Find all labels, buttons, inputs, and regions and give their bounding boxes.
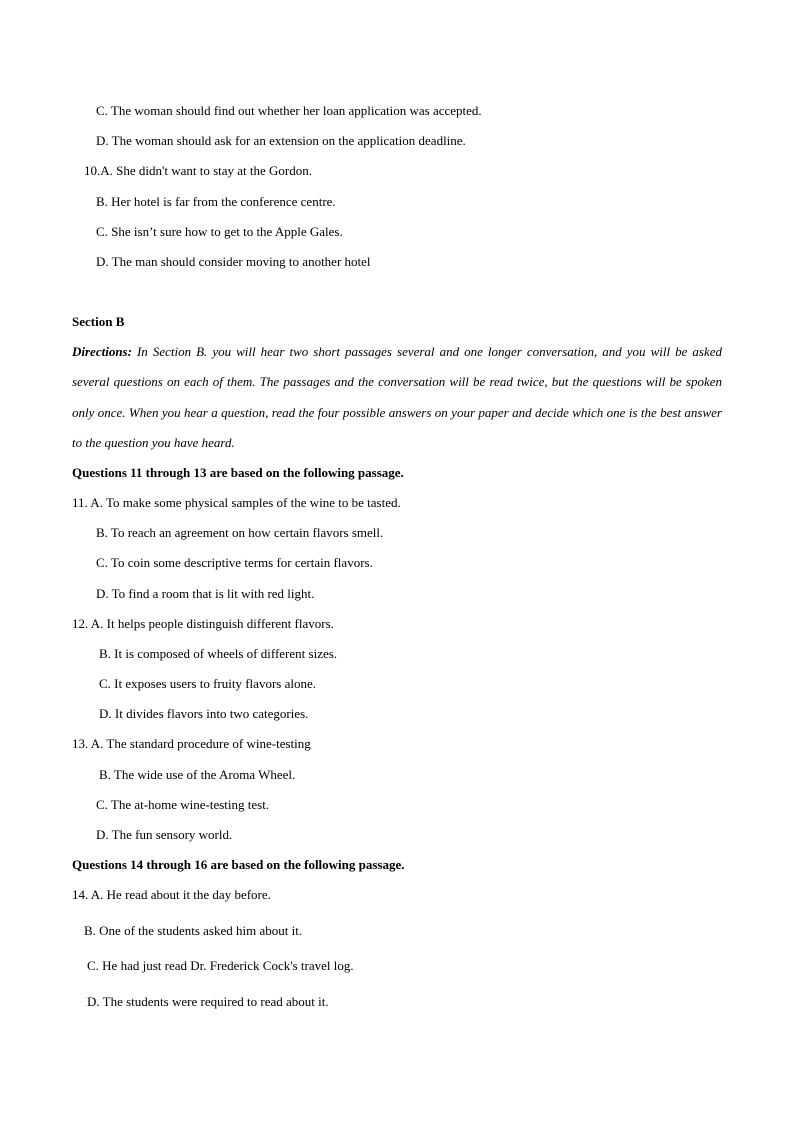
q14-option-d: D. The students were required to read about it. xyxy=(87,994,329,1009)
questions-11-13-heading: Questions 11 through 13 are based on the following passage. xyxy=(72,465,404,480)
directions-text: In Section B. you will hear two short passages several and one longer conversation, and you will be asked several questions on each of them. The passages and the conversation will be read twice, but the questions will be spoken only once. When you hear a question, read the four possible answers on your paper and decide which one is the best answer to the question you have heard. xyxy=(72,344,722,450)
q13-option-a: 13. A. The standard procedure of wine-testing xyxy=(72,736,311,751)
q14-option-b: B. One of the students asked him about it. xyxy=(84,923,303,938)
q11-option-c: C. To coin some descriptive terms for certain flavors. xyxy=(96,555,373,570)
q14-option-c: C. He had just read Dr. Frederick Cock's travel log. xyxy=(87,958,354,973)
q14-option-a: 14. A. He read about it the day before. xyxy=(72,887,271,902)
directions-lead: Directions: xyxy=(72,344,132,359)
q13-option-d: D. The fun sensory world. xyxy=(96,827,233,842)
section-b-title: Section B xyxy=(72,314,125,329)
q10-option-c: C. She isn’t sure how to get to the Apple Gales. xyxy=(96,224,343,239)
q12-option-a: 12. A. It helps people distinguish different flavors. xyxy=(72,616,334,631)
q11-option-d: D. To find a room that is lit with red light. xyxy=(96,586,315,601)
q11-option-b: B. To reach an agreement on how certain flavors smell. xyxy=(96,525,384,540)
section-b-directions xyxy=(72,337,722,458)
q12-option-b: B. It is composed of wheels of different sizes. xyxy=(99,646,338,661)
q13-option-c: C. The at-home wine-testing test. xyxy=(96,797,270,812)
q9-option-d: D. The woman should ask for an extension on the application deadline. xyxy=(96,133,466,148)
q13-option-b: B. The wide use of the Aroma Wheel. xyxy=(99,767,296,782)
q10-option-a: 10.A. She didn't want to stay at the Gordon. xyxy=(84,163,313,178)
questions-14-16-heading: Questions 14 through 16 are based on the following passage. xyxy=(72,857,405,872)
q9-option-c: C. The woman should find out whether her loan application was accepted. xyxy=(96,103,482,118)
q12-option-d: D. It divides flavors into two categories. xyxy=(99,706,309,721)
q10-option-b: B. Her hotel is far from the conference centre. xyxy=(96,194,336,209)
q11-option-a: 11. A. To make some physical samples of the wine to be tasted. xyxy=(72,495,401,510)
q12-option-c: C. It exposes users to fruity flavors alone. xyxy=(99,676,316,691)
q10-option-d: D. The man should consider moving to another hotel xyxy=(96,254,371,269)
